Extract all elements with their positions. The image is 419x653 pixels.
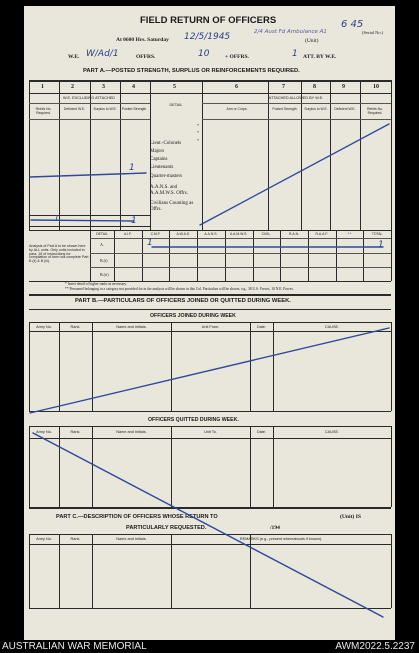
- table-column-header: Rank.: [70, 325, 81, 329]
- table-column-header: Army No.: [36, 325, 52, 329]
- table-column-header: CAUSE.: [324, 325, 340, 329]
- table-column-header: Army No.: [36, 430, 52, 434]
- analysis-total-handwritten: 1: [378, 240, 384, 250]
- part-b-title: PART B.—PARTICULARS OF OFFICERS JOINED OR QUITTED DURING WEEK.: [75, 298, 291, 304]
- analysis-column-header: R.A.A.F.: [315, 232, 328, 236]
- serial-number-handwritten: 6 45: [341, 19, 364, 30]
- strike-line-quitted-partc: [33, 433, 383, 617]
- table-column-header: Name and Initials.: [116, 325, 147, 329]
- analysis-row-bii: B.(ii): [100, 272, 109, 277]
- analysis-column-header: C.M.F.: [150, 232, 161, 236]
- strike-line-right-grid: [200, 124, 389, 225]
- form-title: FIELD RETURN OF OFFICERS: [140, 15, 277, 26]
- lieutenants-handwritten: 1: [129, 163, 135, 173]
- part-a-title: PART A.—POSTED STRENGTH, SURPLUS OR REINFORCEMENTS REQUIRED.: [83, 68, 300, 74]
- joined-title: OFFICERS JOINED DURING WEEK: [150, 313, 236, 319]
- footer-left-label: AUSTRALIAN WAR MEMORIAL: [2, 641, 147, 652]
- analysis-aif-handwritten: 1: [147, 238, 153, 248]
- column-number: 5: [173, 84, 176, 90]
- right-col-deficient: Deficient W.E.: [334, 107, 356, 111]
- table-column-header: Unit From.: [201, 325, 220, 329]
- group-left-header: W.E. EXCLUDING ATTACHED: [63, 96, 115, 100]
- analysis-note: Analysis of Part A to be shown here by ALL units. Only units included in para. 18 of instructions for compilation of form will complete Part B (ii) & B (iii).: [29, 244, 89, 264]
- analysis-column-header: A.I.F.: [123, 232, 132, 236]
- column-number: 10: [373, 84, 379, 90]
- analysis-column-header: A.W.A.S.: [176, 232, 191, 236]
- at-hours-label: At 0600 Hrs. Saturday: [116, 37, 169, 43]
- offrs-label: OFFRS.: [136, 54, 156, 60]
- part-c-line2: PARTICULARLY REQUESTED.: [126, 525, 207, 531]
- serial-label: (Serial No.): [362, 30, 384, 35]
- strike-line-joined: [30, 328, 389, 413]
- rank-majors: Majors: [150, 149, 165, 154]
- we-handwritten: W/Ad/1: [86, 49, 119, 59]
- strike-line-lieutenants: [30, 173, 146, 177]
- left-col-reinfs: Reinfs No. Required.: [35, 107, 52, 115]
- total-posted-handwritten: 1: [131, 216, 137, 226]
- right-col-arm: Arm or Corps.: [226, 107, 248, 111]
- rank-civilians: Civilians Counting as Offrs.: [150, 201, 194, 213]
- rank-captains: Captains: [150, 157, 168, 162]
- att-label: ATT. BY W.E.: [303, 54, 337, 60]
- strike-line-totals: [31, 220, 134, 221]
- left-col-surplus: Surplus to W.E.: [93, 107, 117, 111]
- offrs-handwritten: 10: [198, 49, 210, 59]
- column-number: 4: [132, 84, 135, 90]
- left-col-posted: Posted Strength.: [121, 107, 148, 111]
- rank-lt-colonels: Lieut.-Colonels: [150, 141, 182, 146]
- analysis-column-header: TOTAL: [371, 232, 383, 236]
- table-column-header: CAUSE.: [324, 430, 340, 434]
- unit-label: (Unit): [305, 38, 319, 44]
- part-c-title: PART C.—DESCRIPTION OF OFFICERS WHOSE RETURN TO: [56, 514, 218, 520]
- detail-header: DETAIL: [169, 103, 183, 107]
- analysis-column-header: * *: [347, 232, 352, 236]
- left-col-deficient: Deficient W.E.: [63, 107, 86, 111]
- column-number: 6: [235, 84, 238, 90]
- column-number: 3: [102, 84, 105, 90]
- right-col-surplus: Surplus to W.E.: [304, 107, 328, 111]
- archive-footer: [0, 640, 419, 653]
- date-handwritten: 12/5/1945: [184, 32, 231, 42]
- analysis-row-bi: B.(i): [100, 258, 108, 263]
- column-number: 2: [71, 84, 74, 90]
- analysis-column-header: A.A.M.W.S.: [229, 232, 248, 236]
- we-label: W.E.: [68, 54, 80, 60]
- table-column-header: Date.: [256, 325, 267, 329]
- right-col-reinfs: Reinfs No. Required.: [367, 107, 383, 115]
- column-number: 8: [313, 84, 316, 90]
- column-number: 7: [282, 84, 285, 90]
- table-column-header: Rank.: [70, 430, 81, 434]
- group-right-header: ATTACHED ALLOWED BY W.E.: [268, 96, 324, 100]
- right-col-posted: Posted Strength.: [272, 107, 298, 111]
- table-column-header: Name and Initials.: [116, 537, 147, 541]
- analysis-column-header: R.A.N.: [289, 232, 300, 236]
- footer-right-label: AWM2022.5.2237: [335, 641, 415, 652]
- asterisk-mark: *: [197, 130, 199, 135]
- analysis-column-header: CIVIL.: [261, 232, 272, 236]
- total-left-handwritten: 1: [54, 214, 60, 223]
- asterisk-mark: *: [197, 123, 199, 128]
- rank-aans: A.A.N.S. and A.A.M.W.S. Offrs.: [150, 185, 188, 197]
- rank-lieutenants: Lieutenants: [150, 165, 174, 170]
- part-c-unit-label: (Unit) IS: [340, 514, 361, 520]
- analysis-row-a: A.: [100, 242, 104, 247]
- part-c-year: /194: [270, 525, 280, 531]
- quitted-title: OFFICERS QUITTED DURING WEEK.: [148, 417, 239, 423]
- plus-offrs-label: + OFFRS.: [225, 54, 249, 60]
- table-column-header: REMARKS (e.g., present whereabouts if known).: [239, 537, 323, 541]
- analysis-column-header: A.A.N.S.: [204, 232, 218, 236]
- analysis-detail-header: DETAIL: [96, 232, 108, 236]
- footnote-2: ** Personnel belonging to a category not provided for in the analysis will be shown in this Col. Particulars will be shown, e.g., 38 U.S. Forces, 10 N.E. Forces.: [65, 287, 294, 291]
- footnote-1: * Insert detail of higher ranks as necessary.: [65, 282, 127, 286]
- table-column-header: Name and Initials.: [116, 430, 147, 434]
- ors-handwritten: 1: [292, 49, 298, 59]
- rank-quartermasters: Quarter-masters: [150, 174, 183, 179]
- table-column-header: Unit To.: [204, 430, 217, 434]
- table-column-header: Army No.: [36, 537, 52, 541]
- column-number: 1: [41, 84, 44, 90]
- table-column-header: Rank.: [70, 537, 81, 541]
- unit-handwritten: 2/4 Aust Fd Ambulance A1: [254, 29, 327, 35]
- asterisk-mark: *: [197, 138, 199, 143]
- table-column-header: Date.: [256, 430, 267, 434]
- column-number: 9: [342, 84, 345, 90]
